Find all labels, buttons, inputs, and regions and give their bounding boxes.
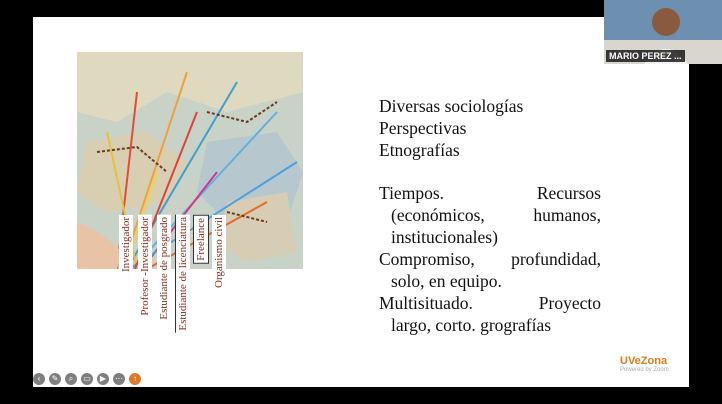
presentation-slide [33,17,689,387]
item2-line2: solo, en equipo. [391,271,502,291]
logo-main: UVeZona [620,355,668,367]
role-labels [113,215,233,365]
item3-line1: Multisituado. Proyecto [379,293,601,313]
more-icon[interactable]: ⋯ [115,374,123,383]
zoom-toolbar [33,372,141,386]
list-one-item: Etnografías [379,140,460,160]
item2-line1: Compromiso, profundidad, [379,249,601,269]
list-one [379,95,523,161]
label-investigador: Investigador [120,217,132,272]
item1-line3: institucionales) [391,227,498,247]
list-two [379,182,601,336]
label-freelance: Freelance [193,215,209,264]
uvezona-logo [620,355,669,373]
label-estudiante-posgrado: Estudiante de posgrado [158,217,170,320]
list-one-item: Diversas sociologías [379,96,524,116]
cc-icon[interactable]: ▭ [81,373,93,385]
back-icon[interactable]: ‹ [33,373,45,385]
label-profesor-investigador: Profesor -Investigador [139,217,151,316]
video-icon[interactable]: ▶ [97,373,109,385]
pen-icon[interactable]: ✎ [49,373,61,385]
item1-line2: (económicos, humanos, [391,205,601,225]
item3-line2: largo, corto. grografías [391,315,552,335]
logo-sub: Powered by Zoom [620,367,669,373]
label-organismo-civil: Organismo civil [213,217,225,288]
item1-line1: Tiempos. Recursos [379,183,601,203]
participant-video[interactable] [604,0,722,64]
share-icon[interactable]: ↑ [129,373,141,385]
zoom-icon[interactable]: ⌕ [65,373,77,385]
list-one-item: Perspectivas [379,118,467,138]
participant-name: MARIO PEREZ ... [606,50,685,62]
label-estudiante-licenciatura: Estudiante de licenciatura [177,217,189,331]
